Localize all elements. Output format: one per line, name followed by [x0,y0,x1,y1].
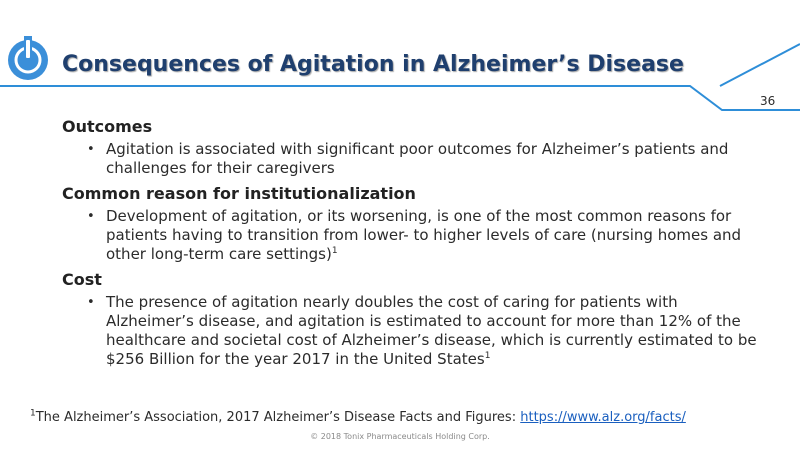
page-title: Consequences of Agitation in Alzheimer’s Disease [62,52,684,77]
section-institutionalization [62,184,762,264]
footnote [30,410,686,425]
bullet-item [62,293,762,369]
citation-superscript: 1 [484,351,491,361]
footnote-marker: 1 [30,408,36,419]
bullet-text: The presence of agitation nearly doubles the cost of caring for patients with Alzheimer’s disease, and agitation is estimated to account for more than 12% of the healthcare and societal cost of Alzheimer’s disease, which is currently estimated to be $256 Billion for the year 2017 in the United States [106,293,757,368]
section-outcomes [62,117,762,178]
copyright-notice: © 2018 Tonix Pharmaceuticals Holding Corp. [310,432,490,441]
bullet-dot-icon: • [87,209,95,224]
power-icon [6,34,50,82]
bullet-item [62,140,762,178]
bullet-text: Development of agitation, or its worsening, is one of the most common reasons for patients having to transition from lower- to higher levels of care (nursing homes and other long-term care settings) [106,207,742,263]
section-cost [62,270,762,369]
section-heading: Common reason for institutionalization [62,184,416,203]
slide-content [62,117,762,375]
page-number: 36 [760,94,776,108]
section-heading: Cost [62,270,102,289]
bullet-dot-icon: • [87,142,95,157]
footnote-text: The Alzheimer’s Association, 2017 Alzheimer’s Disease Facts and Figures: [35,410,521,425]
section-heading: Outcomes [62,117,153,136]
bullet-item [62,207,762,264]
bullet-text: Agitation is associated with significant poor outcomes for Alzheimer’s patients and challenges for their caregivers [106,140,729,177]
bullet-dot-icon: • [87,295,95,310]
footnote-link[interactable]: https://www.alz.org/facts/ [520,410,686,425]
citation-superscript: 1 [331,246,338,256]
